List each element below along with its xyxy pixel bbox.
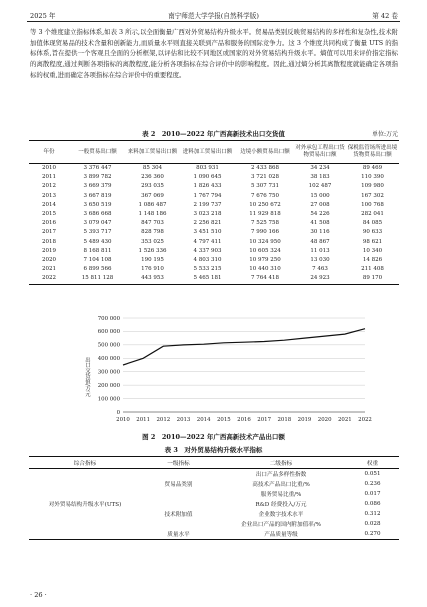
chart-x-tick-label: 2011: [136, 417, 151, 423]
table2-value-cell: 84 085: [362, 220, 383, 227]
page-number: · 26 ·: [30, 591, 47, 599]
table2-value-cell: 282 041: [361, 211, 384, 218]
table2-value-cell: 4 803 310: [193, 257, 222, 264]
chart-x-tick-label: 2015: [216, 417, 231, 423]
table2-year-cell: 2010: [42, 165, 56, 171]
chart-x-tick-label: 2021: [337, 417, 352, 423]
table2-value-cell: 293 035: [141, 183, 164, 190]
table2-value-cell: 100 768: [361, 201, 384, 208]
table2-year-cell: 2016: [42, 220, 56, 227]
table2-value-cell: 5 307 731: [251, 183, 279, 190]
table3-primary-indicator: 质量水平: [167, 532, 190, 538]
table2-value-cell: 3 899 782: [83, 174, 112, 181]
chart-x-tick-label: 2020: [317, 417, 332, 423]
chart-x-tick-label: 2010: [116, 417, 130, 423]
table2-value-cell: 13 030: [310, 257, 330, 264]
table3-secondary-indicator: 企业数字技术水平: [258, 512, 304, 518]
table2-value-cell: 3 669 379: [83, 183, 112, 190]
table2-value-cell: 1 086 487: [138, 201, 167, 208]
table3-secondary-indicator: 企业出口产品的国内附加值率/%: [241, 522, 321, 528]
table2-row: [29, 201, 399, 210]
chart-y-tick-label: 700 000: [97, 315, 120, 322]
header-journal: 南宁师范大学学报(自然科学版): [168, 12, 259, 20]
chart-x-tick-label: 2022: [358, 417, 372, 423]
table2-value-cell: 2 199 737: [193, 201, 222, 208]
table2-value-cell: 7 463: [312, 266, 328, 273]
table2-value-cell: 4 797 411: [193, 238, 222, 245]
table2-value-cell: 803 931: [196, 165, 219, 171]
table2-year-cell: 2014: [42, 201, 56, 208]
table2-value-cell: 353 025: [141, 238, 164, 245]
table2-value-cell: 7 764 418: [251, 275, 279, 282]
table2-value-cell: 10 605 324: [249, 247, 281, 254]
table3-primary-indicator: 贸易品类别: [164, 482, 193, 488]
table2-value-cell: 8 168 811: [83, 247, 112, 254]
chart-y-tick-label: 100 000: [97, 396, 120, 403]
table2-value-cell: 10 340: [362, 247, 383, 254]
table2-value-cell: 2 433 868: [251, 165, 279, 171]
table2-value-cell: 24 923: [310, 275, 330, 282]
table2-value-cell: 54 226: [310, 211, 330, 218]
table3-weight: 0.236: [364, 481, 381, 487]
table3-weight: 0.270: [364, 531, 381, 537]
table2-value-cell: 7 990 166: [251, 229, 279, 236]
table2-row: [29, 265, 399, 274]
table2-value-cell: 2 256 821: [193, 220, 222, 227]
table2-year-cell: 2018: [42, 238, 56, 245]
table2-value-cell: 3 079 047: [83, 220, 112, 227]
figure2-y-axis-title: 出口交货值/万元: [84, 357, 90, 397]
table2-row: [29, 182, 399, 191]
table2-value-cell: 10 979 250: [249, 257, 281, 264]
chart-y-tick-label: 300 000: [97, 369, 120, 376]
table2-value-cell: 3 451 510: [193, 229, 222, 236]
table2-col-header: 年份: [43, 148, 55, 155]
table2-value-cell: 27 008: [310, 201, 330, 208]
table3-secondary-indicator: 高技术产品出口比重/%: [252, 482, 310, 488]
table2-value-cell: 85 304: [142, 165, 163, 171]
table2-col-header: 进料加工贸易出口额: [182, 148, 233, 155]
chart-y-tick-label: 200 000: [97, 382, 120, 389]
table3-weight: 0.051: [364, 471, 381, 477]
table3-col-header: 二级指标: [269, 460, 293, 467]
chart-y-tick-label: 0: [116, 409, 120, 416]
table3-col-header: 权重: [366, 460, 379, 467]
table2-value-cell: 7 525 758: [251, 220, 279, 227]
table2-value-cell: 41 508: [310, 220, 330, 227]
body-paragraph: 等 3 个维度建立指标体系,如表 3 所示,以全面衡量广西对外贸易结构升级水平。贸易品类别反映贸易结构的多样性和复杂性,技术附加值体现贸易品的技术含量和创新能力,而质量水平则直接关联到产品和服务的国际竞争力。这 3 个维度共同构成了衡量 UTS 的指标体系,旨在提供一个客观且全面的分析框架,以评估和比较不同地区或国家的对外贸易结构升级水平。熵值可以用来评价指定指标的离散程度,通过判断各项指标的离散程度,能分析各项指标在综合评价中的影响程度。因此,通过熵分析其离散程度就能确定各项指标的权重,进而确定各项指标在综合评价中的重要程度。: [30, 28, 398, 79]
table2-value-cell: 6 899 566: [83, 266, 112, 273]
table3-caption: 表 3 对外贸易结构升级水平指标: [164, 446, 263, 454]
table2-value-cell: 3 650 519: [83, 201, 112, 208]
table2-value-cell: 10 324 950: [249, 238, 281, 245]
figure2-caption: 图 2 2010—2022 年广西高新技术产品出口额: [142, 433, 285, 441]
table2-row: [29, 238, 399, 247]
table2-value-cell: 847 703: [141, 220, 164, 227]
figure2-line-chart: [75, 312, 375, 432]
table2-value-cell: 236 360: [141, 174, 164, 181]
table2-value-cell: 367 069: [141, 192, 164, 199]
table2-value-cell: 1 526 336: [138, 247, 167, 254]
table3-row: [29, 469, 399, 480]
table2-value-cell: 102 487: [308, 183, 332, 190]
table2-value-cell: 11 013: [310, 247, 330, 254]
table2-value-cell: 34 234: [310, 165, 330, 171]
table2-col-header: 保税监管场所进出境货物贸易出口额: [347, 145, 398, 158]
table3-weight: 0.017: [364, 491, 381, 497]
table3-col-header: 一级指标: [167, 460, 190, 467]
chart-y-tick-label: 600 000: [97, 329, 120, 336]
table2: [29, 140, 399, 285]
table2-value-cell: 15 811 128: [81, 275, 114, 282]
chart-x-tick-label: 2014: [196, 417, 211, 423]
table2-value-cell: 1 148 186: [138, 211, 167, 218]
table2-col-header: 来料加工贸易出口额: [127, 148, 178, 155]
table2-value-cell: 443 953: [141, 275, 164, 282]
table2-value-cell: 211 408: [361, 266, 384, 273]
table2-value-cell: 1 826 433: [193, 183, 222, 190]
table3-weight: 0.086: [364, 501, 381, 507]
table3-secondary-indicator: 出口产品多样性指数: [255, 472, 307, 478]
table2-caption: 表 2 2010—2022 年广西高新技术出口交货值: [142, 130, 285, 138]
table2-row: [29, 219, 399, 228]
table2-year-cell: 2012: [42, 183, 56, 190]
table2-value-cell: 176 910: [141, 266, 164, 273]
table2-value-cell: 1 767 794: [193, 192, 222, 199]
table2-value-cell: 89 469: [362, 165, 383, 171]
chart-y-tick-label: 400 000: [97, 356, 120, 363]
table2-value-cell: 30 116: [310, 229, 330, 236]
table2-value-cell: 4 337 903: [193, 247, 222, 254]
table3: [29, 456, 399, 540]
header-year: 2025 年: [30, 12, 56, 20]
table2-col-header: 对外承包工程出口货物贸易出口额: [295, 145, 345, 158]
table2-year-cell: 2015: [42, 211, 56, 218]
chart-series-line: [123, 329, 365, 365]
table2-value-cell: 167 302: [361, 192, 384, 199]
table3-secondary-indicator: 产品质量等级: [264, 532, 298, 538]
table2-value-cell: 98 621: [362, 238, 383, 245]
table2-year-cell: 2011: [42, 174, 56, 181]
chart-x-tick-label: 2012: [156, 417, 171, 423]
table2-row: [29, 228, 399, 237]
table2-row: [29, 173, 399, 182]
table3-primary-indicator: 技术附加值: [164, 512, 193, 518]
table2-value-cell: 110 390: [361, 174, 384, 181]
chart-x-tick-label: 2019: [297, 417, 312, 423]
table2-row: [29, 210, 399, 219]
table2-value-cell: 15 000: [310, 192, 330, 199]
header-volume: 第 42 卷: [372, 12, 398, 20]
table2-value-cell: 3 721 028: [251, 174, 279, 181]
table3-secondary-indicator: 服务贸易比重/%: [260, 492, 302, 498]
table2-value-cell: 10 440 310: [249, 266, 281, 273]
table2-value-cell: 3 686 668: [83, 211, 112, 218]
table2-unit: 单位:万元: [371, 131, 398, 138]
table2-value-cell: 90 633: [362, 229, 383, 236]
table2-row: [29, 164, 399, 174]
table2-year-cell: 2013: [42, 192, 56, 199]
table2-value-cell: 3 667 819: [83, 192, 112, 199]
table2-row: [29, 274, 399, 284]
table2-col-header: 一般贸易出口额: [78, 148, 117, 155]
table2-value-cell: 48 867: [310, 238, 330, 245]
table2-row: [29, 247, 399, 256]
table2-col-header: 边境小额贸易出口额: [240, 148, 290, 155]
table2-year-cell: 2019: [42, 247, 56, 254]
table2-value-cell: 38 183: [310, 174, 330, 181]
table2-value-cell: 828 798: [141, 229, 164, 236]
table2-value-cell: 109 980: [361, 183, 384, 190]
table2-value-cell: 14 826: [362, 257, 383, 264]
chart-x-tick-label: 2013: [176, 417, 191, 423]
table2-value-cell: 5 533 215: [193, 266, 222, 273]
table2-year-cell: 2021: [42, 266, 56, 273]
table3-composite-cell: 对外贸易结构升级水平(UTS): [48, 502, 122, 508]
table2-value-cell: 3 376 447: [83, 165, 112, 171]
table2-value-cell: 190 195: [141, 257, 164, 264]
chart-y-tick-label: 500 000: [97, 342, 120, 349]
table2-row: [29, 256, 399, 265]
table2-value-cell: 10 250 672: [249, 201, 281, 208]
table2-value-cell: 5 489 430: [83, 238, 112, 245]
chart-x-tick-label: 2018: [277, 417, 292, 423]
table2-value-cell: 5 393 717: [83, 229, 112, 236]
table2-year-cell: 2022: [42, 275, 56, 282]
table2-value-cell: 1 090 645: [193, 174, 222, 181]
table2-value-cell: 3 023 218: [193, 211, 222, 218]
table3-secondary-indicator: R&D 经费投入/万元: [255, 502, 307, 508]
table2-value-cell: 5 465 181: [193, 275, 222, 282]
table3-weight: 0.312: [364, 511, 381, 517]
table2-value-cell: 11 929 818: [249, 211, 281, 218]
table2-year-cell: 2017: [42, 229, 56, 236]
table2-value-cell: 7 676 750: [251, 192, 279, 199]
chart-x-tick-label: 2016: [237, 417, 251, 423]
table2-row: [29, 192, 399, 201]
table2-year-cell: 2020: [42, 257, 56, 264]
table2-value-cell: 89 170: [362, 275, 383, 282]
table2-value-cell: 7 104 108: [83, 257, 112, 264]
table3-col-header: 综合指标: [73, 460, 97, 467]
chart-x-tick-label: 2017: [257, 417, 272, 423]
header-rule: [27, 21, 400, 22]
table3-weight: 0.028: [364, 521, 381, 527]
